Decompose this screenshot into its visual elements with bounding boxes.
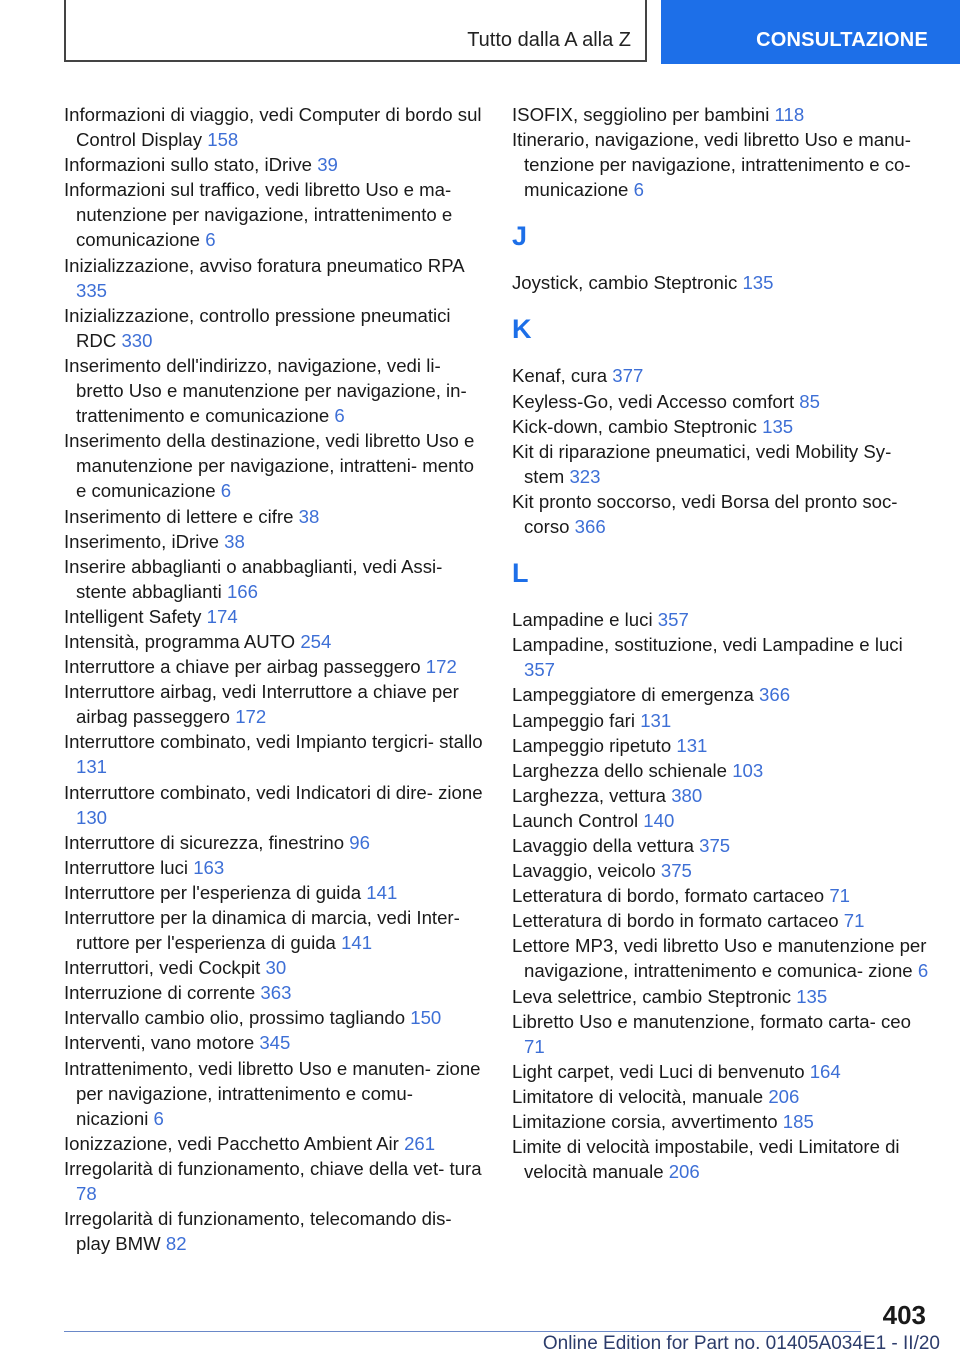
index-entry	[512, 414, 932, 439]
index-page-link[interactable]: 71	[524, 1035, 545, 1057]
index-entry-text: ISOFIX, seggiolino per bambini	[512, 104, 770, 125]
index-entry-text: Irregolarità di funzionamento, telecomando dis- play BMW	[64, 1208, 452, 1255]
index-page-link[interactable]: 71	[829, 885, 850, 907]
index-entry	[512, 1109, 932, 1134]
index-entry	[512, 127, 932, 202]
index-page-link[interactable]: 82	[165, 1233, 187, 1255]
index-entry	[512, 783, 932, 808]
index-entry	[64, 102, 484, 152]
index-entry	[512, 908, 932, 933]
index-entry	[512, 1134, 932, 1184]
index-entry	[64, 428, 484, 503]
index-page-link[interactable]: 380	[671, 784, 703, 806]
index-entry	[64, 152, 484, 177]
index-entry-text: Inserire abbaglianti o anabbaglianti, vedi Assi- stente abbaglianti	[64, 555, 443, 602]
index-entry	[64, 253, 484, 303]
index-entry-text: Libretto Uso e manutenzione, formato carta- ceo	[512, 1010, 911, 1032]
index-entry	[512, 1084, 932, 1109]
index-entry-text: Interruttore per la dinamica di marcia, vedi Inter- ruttore per l'esperienza di guida	[64, 907, 460, 954]
index-entry-text: Interruttore airbag, vedi Interruttore a chiave per airbag passeggero	[64, 681, 459, 728]
index-page-link[interactable]: 363	[260, 982, 292, 1004]
index-page-link[interactable]: 206	[668, 1161, 700, 1183]
index-page-link[interactable]: 357	[524, 659, 556, 681]
index-entry-text: Inserimento di lettere e cifre	[64, 505, 294, 527]
index-entry-text: Interruttore combinato, vedi Indicatori di dire- zione	[64, 781, 483, 803]
index-entry-text: Lampeggio fari	[512, 709, 636, 731]
index-page-link[interactable]: 141	[341, 932, 373, 954]
index-entry	[64, 780, 484, 830]
index-entry-text: Kit pronto soccorso, vedi Borsa del pronto soc- corso	[512, 490, 898, 538]
index-entry	[512, 883, 932, 908]
index-entry-text: Lampadine e luci	[512, 609, 653, 631]
index-entry	[512, 858, 932, 883]
page-header	[0, 0, 960, 68]
index-page-link[interactable]: 185	[782, 1111, 814, 1132]
index-column-right	[512, 102, 932, 1184]
index-entry	[512, 733, 932, 758]
index-entry	[64, 1056, 484, 1131]
index-entry	[512, 682, 932, 707]
index-page-link[interactable]: 357	[657, 609, 689, 631]
section-tab-label: CONSULTAZIONE	[756, 29, 928, 51]
index-entry-text: Ionizzazione, vedi Pacchetto Ambient Air	[64, 1132, 399, 1154]
index-entry-text: Interventi, vano motore	[64, 1032, 255, 1054]
index-entry-text: Joystick, cambio Steptronic	[512, 272, 738, 294]
index-page-link[interactable]: 38	[224, 530, 245, 552]
index-page-link[interactable]: 164	[809, 1060, 841, 1082]
index-page-link[interactable]: 172	[235, 706, 267, 728]
index-page-link[interactable]: 345	[259, 1032, 291, 1054]
index-entry-text: Light carpet, vedi Luci di benvenuto	[512, 1060, 805, 1082]
index-entry-text: Interruttore di sicurezza, finestrino	[64, 831, 345, 853]
index-page-link[interactable]: 206	[768, 1085, 800, 1107]
index-page-link[interactable]: 38	[298, 505, 320, 527]
index-page-link[interactable]: 254	[300, 630, 332, 652]
index-entry	[512, 439, 932, 489]
index-entry	[512, 489, 932, 539]
index-entry	[512, 363, 932, 388]
index-page-link[interactable]: 118	[774, 104, 805, 125]
index-entry	[64, 855, 484, 880]
index-entry	[512, 102, 932, 127]
index-entry-text: Informazioni di viaggio, vedi Computer di bordo sul Control Display	[64, 104, 482, 151]
index-entry	[512, 833, 932, 858]
index-page-link[interactable]: 335	[76, 279, 108, 301]
index-page-link[interactable]: 30	[265, 957, 287, 979]
index-entry	[512, 632, 932, 682]
index-page-link[interactable]: 377	[612, 365, 644, 387]
index-page-link[interactable]: 172	[425, 656, 457, 678]
index-page-link[interactable]: 150	[410, 1007, 442, 1029]
index-entry	[64, 729, 484, 779]
index-page-link[interactable]: 163	[193, 856, 225, 878]
index-entry-text: Informazioni sul traffico, vedi libretto Uso e ma- nutenzione per navigazione, intrattenimento e comunicazione	[64, 179, 453, 251]
index-page-link[interactable]: 131	[676, 734, 708, 756]
index-entry-text: Interruttore combinato, vedi Impianto tergicri- stallo	[64, 731, 483, 753]
index-entry-text: Inizializzazione, controllo pressione pneumatici RDC	[64, 304, 451, 351]
index-page-link[interactable]: 174	[206, 605, 238, 627]
index-entry-text: Inserimento della destinazione, vedi libretto Uso e manutenzione per navigazione, intratteni- mento e comunicazione	[64, 430, 475, 502]
index-entry-text: Inizializzazione, avviso foratura pneumatico RPA	[64, 254, 464, 276]
index-page-link[interactable]: 6	[334, 405, 345, 427]
index-entry-text: Interruttori, vedi Cockpit	[64, 957, 261, 979]
index-entry-text: Interruttore luci	[64, 856, 189, 878]
index-entry-text: Intelligent Safety	[64, 605, 202, 627]
index-page-link[interactable]: 141	[366, 881, 398, 903]
index-page-link[interactable]: 6	[633, 179, 644, 201]
index-page-link[interactable]: 130	[76, 806, 108, 828]
index-entry-text: Letteratura di bordo, formato cartaceo	[512, 885, 825, 907]
index-entry-text: Lampadine, sostituzione, vedi Lampadine e luci	[512, 634, 903, 656]
index-page-link[interactable]: 6	[205, 229, 216, 251]
index-entry-text: Kit di riparazione pneumatici, vedi Mobility Sy- stem	[512, 440, 892, 487]
index-page-link[interactable]: 323	[569, 465, 601, 487]
index-page-link[interactable]: 261	[404, 1132, 436, 1154]
index-page-link[interactable]: 135	[796, 985, 828, 1007]
index-entry	[64, 353, 484, 428]
index-entry	[512, 607, 932, 632]
index-entry	[512, 1009, 932, 1059]
index-entry	[512, 933, 932, 983]
index-entry	[512, 758, 932, 783]
index-entry-text: Limite di velocità impostabile, vedi Limitatore di velocità manuale	[512, 1136, 900, 1183]
index-page-link[interactable]: 375	[660, 860, 692, 882]
index-entry-text: Intervallo cambio olio, prossimo tagliando	[64, 1007, 406, 1029]
index-entry	[512, 984, 932, 1009]
index-entry	[64, 1005, 484, 1030]
index-entry-text: Launch Control	[512, 809, 639, 831]
index-page-link[interactable]: 135	[762, 415, 794, 437]
index-entry	[64, 1206, 484, 1256]
index-entry-text: Leva selettrice, cambio Steptronic	[512, 985, 792, 1007]
index-page-link[interactable]: 330	[121, 329, 153, 351]
index-entry-text: Inserimento dell'indirizzo, navigazione, vedi li- bretto Uso e manutenzione per navigazione, in- trattenimento e comunicazione	[64, 354, 467, 427]
index-entry-text: Interruttore a chiave per airbag passeggero	[64, 656, 421, 678]
index-entry-text: Lavaggio della vettura	[512, 834, 694, 856]
index-entry	[64, 604, 484, 629]
index-letter-heading: J	[512, 221, 528, 252]
index-letter-heading: K	[512, 314, 532, 345]
index-entry-text: Intrattenimento, vedi libretto Uso e manuten- zione per navigazione, intrattenimento e comu- nicazioni	[64, 1057, 481, 1129]
index-entry	[64, 654, 484, 679]
edition-footer: Online Edition for Part no. 01405A034E1 - II/20	[542, 1333, 940, 1354]
index-entry	[64, 905, 484, 955]
index-entry	[64, 177, 484, 252]
index-entry	[512, 389, 932, 414]
index-page-link[interactable]: 71	[843, 910, 865, 932]
index-page-link[interactable]: 103	[732, 759, 764, 781]
index-entry	[512, 1059, 932, 1084]
index-entry-text: Interruzione di corrente	[64, 982, 256, 1004]
index-entry	[512, 270, 932, 295]
index-entry	[64, 303, 484, 353]
section-title-box	[64, 0, 647, 62]
section-tab	[661, 0, 960, 64]
index-entry-text: Kenaf, cura	[512, 365, 608, 387]
index-entry-text: Limitatore di velocità, manuale	[512, 1085, 764, 1107]
index-entry-text: Itinerario, navigazione, vedi libretto Uso e manu- tenzione per navigazione, intrattenimento e co- municazione	[512, 129, 911, 201]
index-entry	[64, 880, 484, 905]
index-entry	[64, 1131, 484, 1156]
index-entry-text: Irregolarità di funzionamento, chiave della vet- tura	[64, 1157, 482, 1179]
index-entry	[64, 529, 484, 554]
index-entry-text: Informazioni sullo stato, iDrive	[64, 154, 313, 176]
index-page-link[interactable]: 6	[220, 480, 232, 502]
index-entry	[64, 629, 484, 654]
index-entry	[64, 504, 484, 529]
index-page-link[interactable]: 131	[76, 756, 108, 778]
index-page-link[interactable]: 6	[917, 960, 929, 982]
index-page-link[interactable]: 366	[759, 684, 791, 706]
index-page-link[interactable]: 158	[207, 129, 239, 151]
index-entry-text: Interruttore per l'esperienza di guida	[64, 881, 362, 903]
index-letter-heading: L	[512, 558, 529, 589]
index-page-link[interactable]: 85	[799, 390, 820, 412]
index-page-link[interactable]: 135	[742, 272, 774, 294]
index-entry	[64, 1030, 484, 1055]
index-entry-text: Intensità, programma AUTO	[64, 630, 296, 652]
index-entry-text: Inserimento, iDrive	[64, 530, 219, 552]
index-entry	[64, 554, 484, 604]
index-entry	[64, 679, 484, 729]
index-entry-text: Lampeggio ripetuto	[512, 734, 672, 756]
index-entry	[64, 980, 484, 1005]
index-entry-text: Kick-down, cambio Steptronic	[512, 415, 757, 437]
index-page-link[interactable]: 6	[153, 1107, 164, 1129]
index-entry	[64, 1156, 484, 1206]
index-entry-text: Lettore MP3, vedi libretto Uso e manutenzione per navigazione, intrattenimento e comunica- zione	[512, 935, 927, 982]
index-entry-text: Larghezza, vettura	[512, 784, 667, 806]
index-page-link[interactable]: 96	[349, 831, 370, 853]
index-page-link[interactable]: 131	[640, 709, 672, 731]
index-page-link[interactable]: 78	[76, 1183, 97, 1205]
index-column-left	[64, 102, 484, 1256]
index-entry	[64, 830, 484, 855]
index-page-link[interactable]: 39	[317, 154, 338, 176]
index-entry	[512, 808, 932, 833]
index-entry-text: Larghezza dello schienale	[512, 759, 728, 781]
index-entry-text: Limitazione corsia, avvertimento	[512, 1111, 778, 1132]
index-entry-text: Lampeggiatore di emergenza	[512, 684, 754, 706]
index-entry	[512, 708, 932, 733]
index-page-link[interactable]: 166	[226, 580, 258, 602]
index-entry-text: Keyless-Go, vedi Accesso comfort	[512, 390, 795, 412]
footer-divider	[64, 1331, 861, 1332]
page-number: 403	[882, 1300, 926, 1330]
index-entry-text: Lavaggio, veicolo	[512, 860, 656, 882]
index-page-link[interactable]: 375	[699, 834, 731, 856]
index-entry-text: Letteratura di bordo in formato cartaceo	[512, 910, 839, 932]
index-page-link[interactable]: 140	[643, 809, 675, 831]
section-title: Tutto dalla A alla Z	[467, 29, 631, 51]
index-entry	[64, 955, 484, 980]
index-page-link[interactable]: 366	[574, 516, 606, 538]
